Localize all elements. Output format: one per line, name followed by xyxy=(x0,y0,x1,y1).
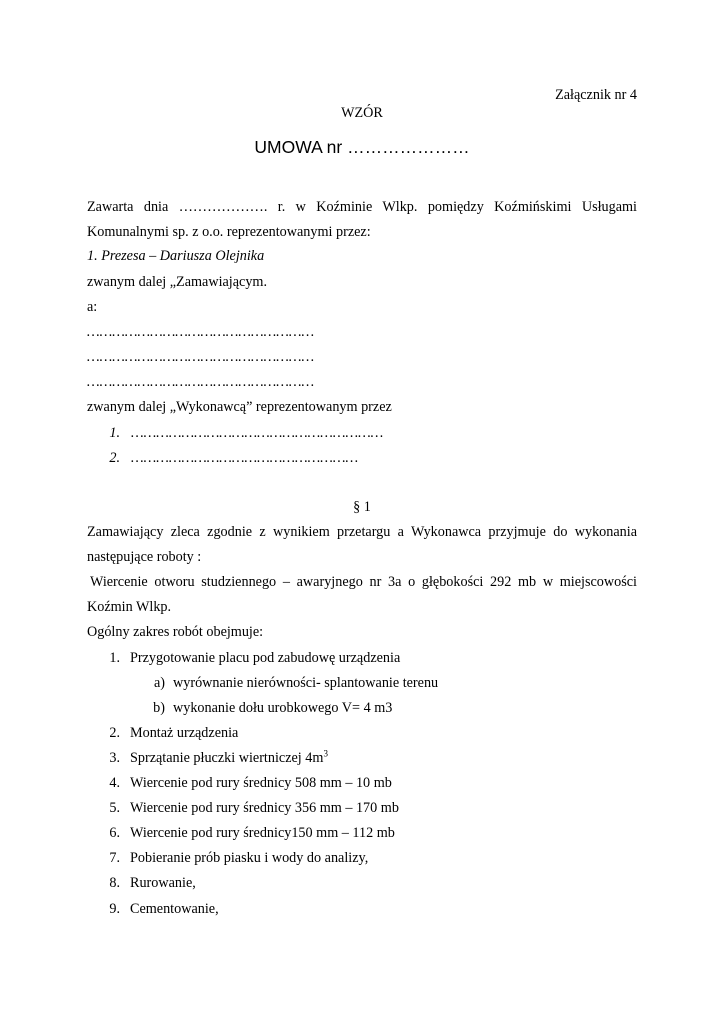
blank-line: ……………………………………………… xyxy=(87,349,315,365)
template-label: WZÓR xyxy=(341,105,383,121)
list-item: Montaż urządzenia xyxy=(130,725,239,741)
scope-intro: Ogólny zakres robót obejmuje: xyxy=(87,624,264,640)
list-item: Przygotowanie placu pod zabudowę urządzenia xyxy=(130,650,401,666)
contractor-rep-blank: ……………………………………………… xyxy=(131,450,359,466)
list-item-text: Sprzątanie płuczki wiertniczej 4m xyxy=(130,750,324,766)
list-number: 4. xyxy=(109,775,120,791)
list-item: Wiercenie pod rury średnicy150 mm – 112 mb xyxy=(130,825,395,841)
and-label: a: xyxy=(87,299,98,315)
called-contractor-line: zwanym dalej „Wykonawcą” reprezentowanym przez xyxy=(87,399,392,415)
called-employer-line: zwanym dalej „Zamawiającym. xyxy=(87,274,268,290)
blank-line: ……………………………………………… xyxy=(87,374,315,390)
list-number: 5. xyxy=(109,800,120,816)
sublist-item: wykonanie dołu urobkowego V= 4 m3 xyxy=(173,700,393,716)
list-item: Pobieranie prób piasku i wody do analizy, xyxy=(130,850,369,866)
list-item: Cementowanie, xyxy=(130,901,219,917)
list-number: 3. xyxy=(109,750,120,766)
list-item xyxy=(130,749,328,767)
sublist-item: wyrównanie nierówności- splantowanie terenu xyxy=(173,675,439,691)
paragraph-line: Zamawiający zleca zgodnie z wynikiem przetargu a Wykonawca przyjmuje do wykonania xyxy=(87,524,637,540)
list-number: 2. xyxy=(109,450,120,466)
paragraph-line: następujące roboty : xyxy=(87,549,202,565)
sublist-letter: a) xyxy=(153,675,165,691)
paragraph-line: Koźmin Wlkp. xyxy=(87,599,172,615)
blank-line: ……………………………………………… xyxy=(87,324,315,340)
contract-title: UMOWA nr ………………… xyxy=(254,137,470,157)
list-item: Rurowanie, xyxy=(130,875,196,891)
sublist-letter: b) xyxy=(153,700,165,716)
representative-line: 1. Prezesa – Dariusza Olejnika xyxy=(87,248,265,264)
list-item: Wiercenie pod rury średnicy 356 mm – 170 mb xyxy=(130,800,399,816)
section-heading: § 1 xyxy=(353,499,371,515)
list-item: Wiercenie pod rury średnicy 508 mm – 10 mb xyxy=(130,775,392,791)
list-number: 6. xyxy=(109,825,120,841)
list-number: 9. xyxy=(109,901,120,917)
concluded-line-2: Komunalnymi sp. z o.o. reprezentowanymi przez: xyxy=(87,224,371,240)
annex-label: Załącznik nr 4 xyxy=(555,87,637,103)
list-number: 8. xyxy=(109,875,120,891)
list-number: 1. xyxy=(109,650,120,666)
concluded-line-1: Zawarta dnia ………………. r. w Koźminie Wlkp. pomiędzy Koźmińskimi Usługami xyxy=(87,199,637,215)
list-number: 1. xyxy=(109,425,120,441)
list-number: 7. xyxy=(109,850,120,866)
paragraph-line: Wiercenie otworu studziennego – awaryjnego nr 3a o głębokości 292 mb w miejscowości xyxy=(90,574,637,590)
contractor-rep-blank: …………………………………………………… xyxy=(131,425,384,441)
list-number: 2. xyxy=(109,725,120,741)
superscript-exponent: 3 xyxy=(323,748,328,759)
